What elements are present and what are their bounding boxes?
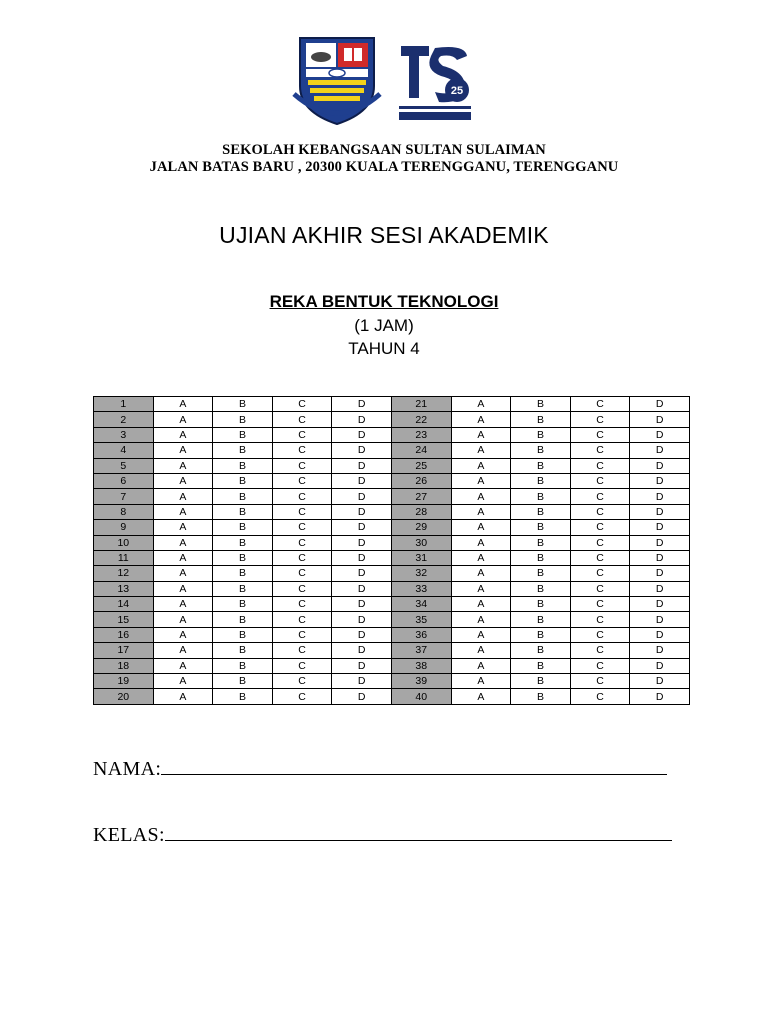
answer-option[interactable]: C	[272, 689, 332, 704]
answer-option[interactable]: D	[332, 566, 392, 581]
answer-option[interactable]: D	[332, 412, 392, 427]
answer-option[interactable]: C	[570, 535, 630, 550]
question-number: 25	[391, 458, 451, 473]
answer-option[interactable]: D	[332, 520, 392, 535]
answer-option[interactable]: D	[630, 674, 690, 689]
answer-option[interactable]: A	[451, 535, 511, 550]
answer-option[interactable]: D	[630, 643, 690, 658]
answer-option[interactable]: A	[153, 427, 213, 442]
answer-option[interactable]: C	[570, 520, 630, 535]
question-number: 13	[94, 581, 154, 596]
question-number: 12	[94, 566, 154, 581]
svg-text:25: 25	[450, 85, 464, 97]
answer-option[interactable]: A	[451, 658, 511, 673]
question-number: 5	[94, 458, 154, 473]
class-field	[93, 824, 672, 847]
answer-option[interactable]: A	[451, 581, 511, 596]
answer-option[interactable]: B	[213, 504, 273, 519]
answer-option[interactable]: D	[630, 566, 690, 581]
answer-option[interactable]: B	[511, 489, 571, 504]
answer-option[interactable]: A	[153, 397, 213, 412]
answer-option[interactable]: A	[153, 535, 213, 550]
answer-option[interactable]: B	[213, 397, 273, 412]
answer-option[interactable]: A	[153, 689, 213, 704]
table-row	[94, 535, 690, 550]
answer-option[interactable]: C	[570, 689, 630, 704]
answer-option[interactable]: B	[213, 581, 273, 596]
answer-option[interactable]: A	[153, 612, 213, 627]
question-number: 36	[391, 627, 451, 642]
school-address: JALAN BATAS BARU , 20300 KUALA TERENGGANU, TERENGGANU	[149, 159, 619, 175]
answer-option[interactable]: C	[272, 427, 332, 442]
subject-title: REKA BENTUK TEKNOLOGI	[269, 292, 499, 311]
answer-option[interactable]: D	[630, 612, 690, 627]
answer-option[interactable]: A	[153, 581, 213, 596]
answer-option[interactable]: D	[332, 627, 392, 642]
name-label: NAMA:	[93, 758, 162, 780]
answer-option[interactable]: D	[630, 489, 690, 504]
grade-level: TAHUN 4	[348, 339, 420, 358]
table-row	[94, 566, 690, 581]
answer-option[interactable]: B	[213, 658, 273, 673]
answer-option[interactable]: B	[213, 597, 273, 612]
answer-option[interactable]: C	[570, 489, 630, 504]
answer-option[interactable]: D	[332, 643, 392, 658]
answer-option[interactable]: C	[570, 566, 630, 581]
table-row	[94, 612, 690, 627]
answer-option[interactable]: A	[153, 489, 213, 504]
answer-option[interactable]: A	[451, 427, 511, 442]
answer-option[interactable]: A	[153, 473, 213, 488]
answer-option[interactable]: B	[511, 597, 571, 612]
answer-option[interactable]: C	[272, 674, 332, 689]
answer-option[interactable]: D	[630, 427, 690, 442]
answer-option[interactable]: A	[153, 550, 213, 565]
answer-option[interactable]: B	[511, 612, 571, 627]
answer-option[interactable]: B	[511, 627, 571, 642]
answer-option[interactable]: A	[451, 412, 511, 427]
answer-option[interactable]: D	[332, 612, 392, 627]
answer-option[interactable]: A	[153, 520, 213, 535]
answer-option[interactable]: B	[213, 520, 273, 535]
answer-option[interactable]: C	[570, 597, 630, 612]
answer-option[interactable]: C	[570, 427, 630, 442]
answer-option[interactable]: D	[332, 473, 392, 488]
answer-option[interactable]: A	[153, 627, 213, 642]
question-number: 7	[94, 489, 154, 504]
answer-grid	[93, 396, 690, 705]
answer-option[interactable]: D	[332, 674, 392, 689]
ts25-logo-icon	[395, 38, 475, 126]
answer-option[interactable]: D	[630, 458, 690, 473]
answer-option[interactable]: C	[570, 581, 630, 596]
answer-option[interactable]: C	[272, 581, 332, 596]
answer-option[interactable]: B	[511, 504, 571, 519]
answer-option[interactable]: D	[630, 504, 690, 519]
question-number: 3	[94, 427, 154, 442]
question-number: 14	[94, 597, 154, 612]
answer-option[interactable]: A	[153, 458, 213, 473]
answer-option[interactable]: B	[213, 674, 273, 689]
answer-option[interactable]: A	[451, 627, 511, 642]
answer-option[interactable]: A	[153, 443, 213, 458]
question-number: 2	[94, 412, 154, 427]
answer-option[interactable]: A	[451, 643, 511, 658]
answer-option[interactable]: B	[213, 535, 273, 550]
answer-option[interactable]: D	[630, 443, 690, 458]
table-row	[94, 504, 690, 519]
question-number: 11	[94, 550, 154, 565]
answer-option[interactable]: A	[153, 504, 213, 519]
answer-option[interactable]: B	[213, 443, 273, 458]
table-row	[94, 550, 690, 565]
answer-option[interactable]: D	[630, 627, 690, 642]
answer-option[interactable]: A	[451, 458, 511, 473]
logo-area	[292, 34, 482, 126]
question-number: 8	[94, 504, 154, 519]
answer-option[interactable]: D	[332, 581, 392, 596]
question-number: 39	[391, 674, 451, 689]
exam-duration: (1 JAM)	[354, 316, 414, 335]
answer-option[interactable]: C	[272, 550, 332, 565]
answer-option[interactable]: C	[570, 443, 630, 458]
table-row	[94, 597, 690, 612]
answer-option[interactable]: D	[630, 658, 690, 673]
exam-title: UJIAN AKHIR SESI AKADEMIK	[219, 222, 549, 248]
answer-option[interactable]: C	[272, 504, 332, 519]
answer-option[interactable]: D	[332, 658, 392, 673]
table-row	[94, 443, 690, 458]
answer-option[interactable]: B	[213, 489, 273, 504]
question-number: 28	[391, 504, 451, 519]
table-row	[94, 412, 690, 427]
answer-option[interactable]: D	[332, 535, 392, 550]
answer-option[interactable]: C	[570, 643, 630, 658]
answer-option[interactable]: B	[213, 427, 273, 442]
answer-option[interactable]: D	[332, 689, 392, 704]
answer-option[interactable]: C	[570, 412, 630, 427]
table-row	[94, 643, 690, 658]
answer-option[interactable]: B	[511, 550, 571, 565]
table-row	[94, 674, 690, 689]
answer-option[interactable]: D	[332, 597, 392, 612]
answer-option[interactable]: B	[213, 566, 273, 581]
answer-option[interactable]: B	[213, 458, 273, 473]
answer-option[interactable]: B	[511, 412, 571, 427]
answer-option[interactable]: C	[272, 658, 332, 673]
answer-option[interactable]: A	[451, 473, 511, 488]
question-number: 24	[391, 443, 451, 458]
table-row	[94, 473, 690, 488]
question-number: 6	[94, 473, 154, 488]
answer-option[interactable]: C	[570, 473, 630, 488]
answer-option[interactable]: B	[213, 550, 273, 565]
answer-option[interactable]: A	[451, 550, 511, 565]
answer-option[interactable]: D	[630, 550, 690, 565]
class-label: KELAS:	[93, 824, 165, 846]
question-number: 1	[94, 397, 154, 412]
answer-option[interactable]: A	[451, 443, 511, 458]
answer-option[interactable]: D	[630, 412, 690, 427]
answer-option[interactable]: A	[451, 566, 511, 581]
answer-option[interactable]: A	[451, 489, 511, 504]
answer-option[interactable]: B	[511, 566, 571, 581]
answer-option[interactable]: B	[511, 443, 571, 458]
question-number: 31	[391, 550, 451, 565]
answer-option[interactable]: C	[272, 397, 332, 412]
answer-option[interactable]: A	[153, 566, 213, 581]
answer-option[interactable]: C	[272, 535, 332, 550]
answer-option[interactable]: B	[511, 658, 571, 673]
answer-option[interactable]: A	[451, 597, 511, 612]
answer-option[interactable]: A	[153, 597, 213, 612]
answer-option[interactable]: B	[511, 397, 571, 412]
answer-option[interactable]: A	[451, 612, 511, 627]
question-number: 21	[391, 397, 451, 412]
answer-option[interactable]: C	[570, 627, 630, 642]
question-number: 33	[391, 581, 451, 596]
question-number: 4	[94, 443, 154, 458]
answer-option[interactable]: A	[451, 674, 511, 689]
answer-option[interactable]: C	[272, 612, 332, 627]
question-number: 10	[94, 535, 154, 550]
answer-option[interactable]: B	[511, 520, 571, 535]
question-number: 26	[391, 473, 451, 488]
answer-option[interactable]: D	[630, 597, 690, 612]
answer-option[interactable]: B	[511, 458, 571, 473]
question-number: 20	[94, 689, 154, 704]
answer-option[interactable]: B	[213, 627, 273, 642]
answer-option[interactable]: D	[630, 397, 690, 412]
answer-option[interactable]: C	[272, 489, 332, 504]
answer-option[interactable]: D	[630, 581, 690, 596]
answer-option[interactable]: D	[332, 550, 392, 565]
table-row	[94, 458, 690, 473]
table-row	[94, 581, 690, 596]
answer-option[interactable]: B	[213, 612, 273, 627]
question-number: 9	[94, 520, 154, 535]
answer-option[interactable]: A	[153, 643, 213, 658]
question-number: 38	[391, 658, 451, 673]
answer-option[interactable]: C	[570, 550, 630, 565]
answer-option[interactable]: B	[213, 643, 273, 658]
answer-option[interactable]: D	[630, 473, 690, 488]
answer-option[interactable]: A	[153, 674, 213, 689]
answer-option[interactable]: A	[451, 520, 511, 535]
name-input-line[interactable]	[161, 773, 667, 775]
answer-option[interactable]: C	[272, 566, 332, 581]
answer-option[interactable]: B	[511, 643, 571, 658]
table-row	[94, 489, 690, 504]
table-row	[94, 689, 690, 704]
answer-option[interactable]: D	[332, 458, 392, 473]
answer-option[interactable]: C	[272, 412, 332, 427]
question-number: 15	[94, 612, 154, 627]
answer-option[interactable]: B	[511, 427, 571, 442]
answer-option[interactable]: B	[511, 689, 571, 704]
question-number: 37	[391, 643, 451, 658]
question-number: 29	[391, 520, 451, 535]
answer-option[interactable]: C	[272, 597, 332, 612]
answer-option[interactable]: B	[511, 581, 571, 596]
question-number: 32	[391, 566, 451, 581]
answer-option[interactable]: A	[451, 397, 511, 412]
school-name: SEKOLAH KEBANGSAAN SULTAN SULAIMAN	[222, 142, 546, 158]
question-number: 34	[391, 597, 451, 612]
answer-option[interactable]: C	[272, 643, 332, 658]
answer-option[interactable]: C	[570, 397, 630, 412]
question-number: 30	[391, 535, 451, 550]
answer-option[interactable]: C	[570, 458, 630, 473]
question-number: 23	[391, 427, 451, 442]
answer-option[interactable]: B	[213, 412, 273, 427]
class-input-line[interactable]	[165, 839, 672, 841]
question-number: 18	[94, 658, 154, 673]
answer-option[interactable]: C	[570, 504, 630, 519]
answer-option[interactable]: D	[630, 689, 690, 704]
table-row	[94, 520, 690, 535]
answer-option[interactable]: A	[153, 412, 213, 427]
answer-option[interactable]: B	[511, 535, 571, 550]
answer-option[interactable]: D	[332, 504, 392, 519]
answer-option[interactable]: D	[332, 427, 392, 442]
answer-option[interactable]: D	[630, 535, 690, 550]
answer-option[interactable]: C	[272, 473, 332, 488]
question-number: 17	[94, 643, 154, 658]
answer-option[interactable]: D	[332, 489, 392, 504]
answer-option[interactable]: C	[570, 612, 630, 627]
answer-option[interactable]: D	[332, 397, 392, 412]
question-number: 16	[94, 627, 154, 642]
answer-option[interactable]: C	[570, 658, 630, 673]
answer-option[interactable]: B	[511, 473, 571, 488]
answer-option[interactable]: D	[332, 443, 392, 458]
table-row	[94, 658, 690, 673]
question-number: 19	[94, 674, 154, 689]
school-crest-icon	[292, 34, 382, 126]
answer-option[interactable]: A	[451, 504, 511, 519]
answer-option[interactable]: C	[272, 458, 332, 473]
answer-option[interactable]: C	[272, 443, 332, 458]
answer-option[interactable]: B	[213, 473, 273, 488]
question-number: 35	[391, 612, 451, 627]
question-number: 22	[391, 412, 451, 427]
question-number: 40	[391, 689, 451, 704]
answer-option[interactable]: C	[272, 627, 332, 642]
name-field	[93, 758, 667, 781]
table-row	[94, 397, 690, 412]
answer-option[interactable]: C	[272, 520, 332, 535]
answer-option[interactable]: B	[511, 674, 571, 689]
answer-option[interactable]: A	[451, 689, 511, 704]
table-row	[94, 427, 690, 442]
answer-option[interactable]: C	[570, 674, 630, 689]
table-row	[94, 627, 690, 642]
answer-option[interactable]: B	[213, 689, 273, 704]
question-number: 27	[391, 489, 451, 504]
answer-option[interactable]: D	[630, 520, 690, 535]
answer-option[interactable]: A	[153, 658, 213, 673]
